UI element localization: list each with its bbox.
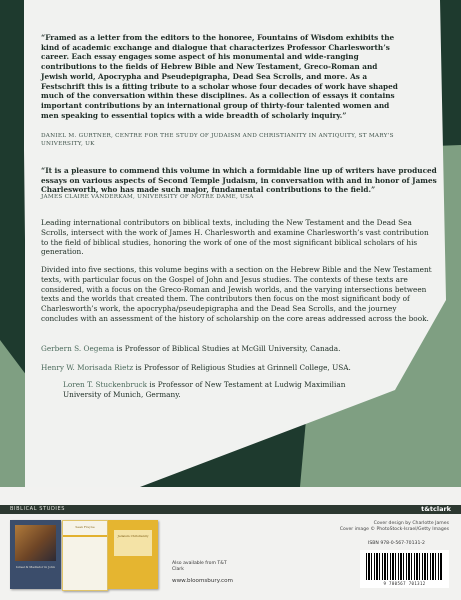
book-band — [63, 535, 107, 537]
publisher-logo: t&tclark — [421, 505, 451, 513]
endorsement-attribution-2: JAMES CLAIRE VANDERKAM, UNIVERSITY OF NOTRE DAME, USA — [41, 194, 254, 200]
book-title: Sean Freyne — [75, 525, 95, 529]
editor-role: is Professor of Religious Studies at Grinnell College, USA. — [133, 363, 351, 372]
related-book-cover-3 — [108, 520, 158, 589]
book-title: Israel & Mediator in John — [16, 565, 55, 569]
also-available-text: Also available from T&T Clark — [172, 561, 227, 572]
editor-name: Loren T. Stuckenbruck — [63, 380, 148, 389]
endorsement-quote-1: “Framed as a letter from the editors to the honoree, Fountains of Wisdom exhibits the kind of academic exchange and dialogue that characterizes Professor Charlesworth’s career. Each essay engages some aspect of his monumental and wide-ranging contributions to the fields of Hebrew Bible and New Testament, Greco-Roman and Jewish world, Apocrypha and Pseudepigrapha, Dead Sea Scrolls, and more. As a Festschrift this is a fitting tribute to a scholar whose four decades of work have shaped much of the conversation within these disciplines. As a collection of essays it contains important contributions by an international group of thirty-four talented women and men speaking to essential topics with a wide breadth of scholarly inquiry.” — [41, 33, 398, 120]
barcode-lines — [366, 553, 443, 580]
editor-name: Henry W. Morisada Rietz — [41, 363, 134, 372]
isbn-text: ISBN 978-0-567-70131-2 — [368, 541, 425, 546]
related-book-cover-1 — [10, 520, 61, 589]
editor-role: is Professor of New Testament at Ludwig Maximilian University of Munich, Germany. — [63, 380, 346, 399]
endorsement-attribution-1: DANIEL M. GURTNER, CENTRE FOR THE STUDY OF JUDAISM AND CHRISTIANITY IN ANTIQUITY, ST MARY’S UNIVERSITY, UK — [41, 133, 394, 148]
editor-bio-1 — [41, 344, 441, 354]
related-book-cover-2 — [62, 520, 108, 591]
website-link[interactable]: www.bloomsbury.com — [172, 578, 233, 584]
description-paragraph-2: Divided into five sections, this volume begins with a section on the Hebrew Bible and the New Testament texts, with particular focus on the Gospel of John and Jesus studies. The contexts of these texts are considered, with a focus on the Greco-Roman and Jewish worlds, and the varying intersections between texts and the worlds that created them. The contributors then focus on the most significant body of Charlesworth’s work, the apocrypha/pseudepigrapha and the Dead Sea Scrolls, and the journey concludes with an assessment of the history of scholarship on the core areas addressed across the book. — [41, 265, 432, 323]
barcode — [360, 550, 449, 588]
series-bar — [0, 505, 461, 514]
editor-name: Gerbern S. Oegema — [41, 344, 115, 353]
cover-image-credit: Cover image © PhotoStock-Israel/Getty Images — [339, 527, 449, 532]
barcode-number: 9 780567 701312 — [383, 581, 426, 586]
editor-bio-3 — [63, 380, 383, 400]
description-paragraph-1: Leading international contributors on biblical texts, including the New Testament and the Dead Sea Scrolls, intersect with the work of James H. Charlesworth and examine Charlesworth’s vast contribution to the field of biblical studies, honoring the work of one of the most significant biblical scholars of his generation. — [41, 218, 429, 257]
cover-credits — [340, 521, 449, 533]
endorsement-quote-2: “It is a pleasure to commend this volume in which a formidable line up of writers have produced essays on various aspects of Second Temple Judaism, in conversation with and in honor of James Charlesworth, who has made such major, fundamental contributions to the field.” — [41, 166, 437, 195]
editor-role: is Professor of Biblical Studies at McGill University, Canada. — [114, 344, 341, 353]
cover-design-credit: Cover design by Charlotte James — [373, 521, 449, 526]
editor-bio-2 — [41, 363, 441, 373]
book-cover-art — [15, 525, 56, 561]
series-label: BIBLICAL STUDIES — [10, 506, 66, 512]
book-title: Judaism Christianity — [117, 534, 149, 538]
